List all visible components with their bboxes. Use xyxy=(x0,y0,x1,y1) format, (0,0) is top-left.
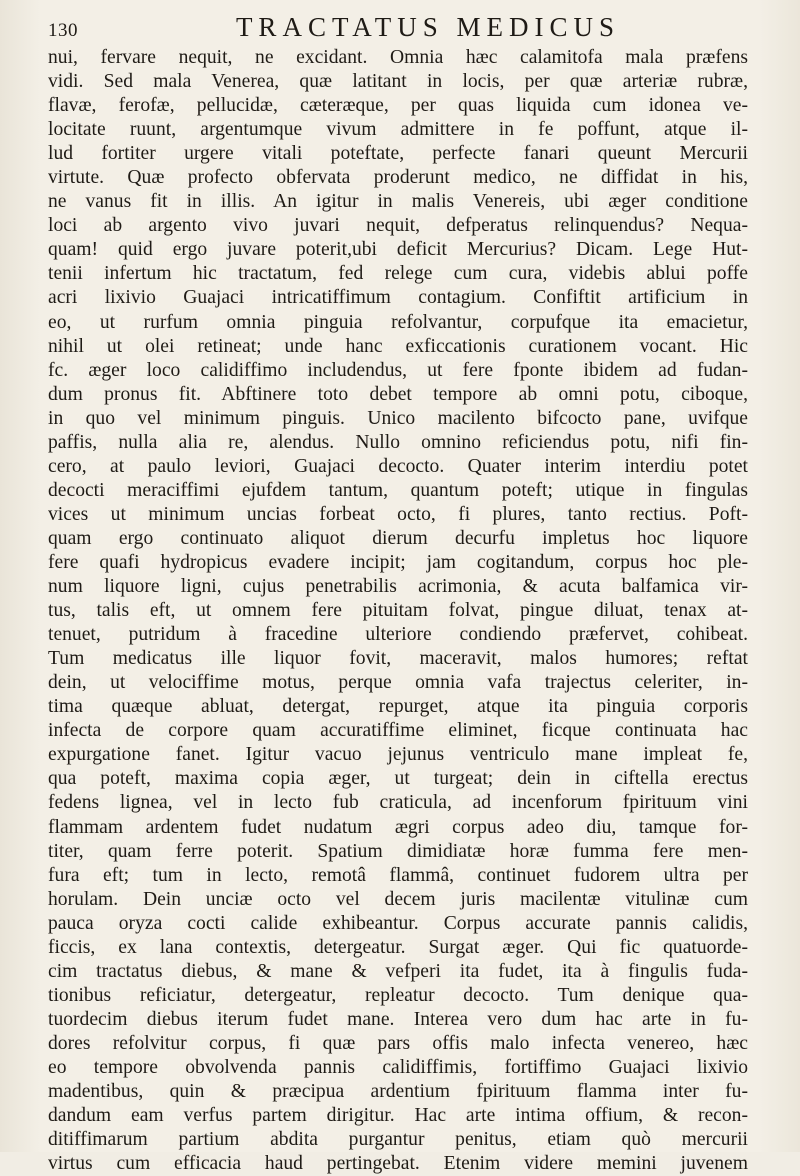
text-line: loci ab argento vivo juvari nequit, defperatus relinquendus? Nequa- xyxy=(48,215,748,237)
text-line: decocti meraciffimi ejufdem tantum, quantum poteft; utique in fingulas xyxy=(48,479,748,501)
running-title: TRACTATUS MEDICUS xyxy=(235,12,621,42)
body-text xyxy=(48,46,748,1176)
text-line: cero, at paulo leviori, Guajaci decocto. Quater interim interdiu potet xyxy=(48,455,748,477)
text-line: dein, ut velociffime motus, perque omnia vafa trajectus celeriter, in- xyxy=(48,672,748,694)
text-line: dores refolvitur corpus, fi quæ pars offis malo infecta venereo, hæc xyxy=(48,1032,748,1054)
text-line: expurgatione fanet. Igitur vacuo jejunus ventriculo mane impleat fe, xyxy=(48,744,748,766)
text-line: tus, talis eft, ut omnem fere pituitam folvat, pingue diluat, tenax at- xyxy=(48,600,748,622)
text-line: acri lixivio Guajaci intricatiffimum contagium. Confiftit artificium in xyxy=(48,287,748,309)
text-line: lud fortiter urgere vitali poteftate, perfecte fanari queunt Mercurii xyxy=(48,143,748,165)
page-number: 130 xyxy=(48,20,78,41)
text-line: tenuet, putridum à fracedine ulteriore condiendo præfervet, cohibeat. xyxy=(48,624,748,646)
text-line: infecta de corpore quam accuratiffime eliminet, ficque continuata hac xyxy=(48,720,748,742)
text-line: eo tempore obvolvenda pannis calidiffimis, fortiffimo Guajaci lixivio xyxy=(48,1056,748,1078)
text-line: vidi. Sed mala Venerea, quæ latitant in locis, per quæ arteriæ rubræ, xyxy=(48,71,748,93)
text-line: virtus cum efficacia haud pertingebat. Etenim videre memini juvenem xyxy=(48,1153,748,1175)
text-line: in quo vel minimum pinguis. Unico macilento bifcocto pane, uvifque xyxy=(48,407,748,429)
text-line: nihil ut olei retineat; unde hanc exficcationis curationem vocant. Hic xyxy=(48,335,748,357)
text-line: cim tractatus diebus, & mane & vefperi ita fudet, ita à fingulis fuda- xyxy=(48,960,748,982)
text-line: flavæ, ferofæ, pellucidæ, cæteræque, per quas liquida cum idonea ve- xyxy=(48,95,748,117)
text-line: quam ergo continuato aliquot dierum decurfu impletus hoc liquore xyxy=(48,527,748,549)
text-line: nui, fervare nequit, ne excidant. Omnia hæc calamitofa mala præfens xyxy=(48,47,748,68)
text-line: paffis, nulla alia re, alendus. Nullo omnino reficiendus potu, nifi fin- xyxy=(48,431,748,453)
text-line: locitate ruunt, argentumque vivum admittere in fe poffunt, atque il- xyxy=(48,119,748,141)
text-line: quam! quid ergo juvare poterit,ubi deficit Mercurius? Dicam. Lege Hut- xyxy=(48,239,748,261)
text-line: dum pronus fit. Abftinere toto debet tempore ab omni potu, ciboque, xyxy=(48,383,748,405)
text-line: tionibus reficiatur, detergeatur, repleatur decocto. Tum denique qua- xyxy=(48,984,748,1006)
text-line: titer, quam ferre poterit. Spatium dimidiatæ horæ fumma fere men- xyxy=(48,840,748,862)
text-line: madentibus, quin & præcipua ardentium fpirituum flamma inter fu- xyxy=(48,1081,748,1103)
text-line: fc. æger loco calidiffimo includendus, ut fere fponte ibidem ad fudan- xyxy=(48,359,748,381)
text-line: eo, ut rurfum omnia pinguia refolvantur, corpufque ita emacietur, xyxy=(48,311,748,333)
text-line: tuordecim diebus iterum fudet mane. Interea vero dum hac arte in fu- xyxy=(48,1008,748,1030)
text-line: tenii infertum hic tractatum, fed relege cum cura, videbis ablui poffe xyxy=(48,263,748,285)
text-line: fura eft; tum in lecto, remotâ flammâ, continuet fudorem ultra per xyxy=(48,864,748,886)
text-line: ne vanus fit in illis. An igitur in malis Venereis, ubi æger conditione xyxy=(48,191,748,213)
text-line: ficcis, ex lana contextis, detergeatur. Surgat æger. Qui fic quatuorde- xyxy=(48,936,748,958)
text-line: fere quafi hydropicus evadere incipit; jam cogitandum, corpus hoc ple- xyxy=(48,551,748,573)
text-line: Tum medicatus ille liquor fovit, maceravit, malos humores; reftat xyxy=(48,648,748,670)
text-line: vices ut minimum uncias forbeat octo, fi plures, tanto rectius. Poft- xyxy=(48,503,748,525)
text-line: virtute. Quæ profecto obfervata proderunt medico, ne diffidat in his, xyxy=(48,167,748,189)
text-line: tima quæque abluat, detergat, repurget, atque ita pinguia corporis xyxy=(48,696,748,718)
text-line: horulam. Dein unciæ octo vel decem juris macilentæ vitulinæ cum xyxy=(48,888,748,910)
text-line: fedens lignea, vel in lecto fub craticula, ad incenforum fpirituum vini xyxy=(48,792,748,814)
text-line: ditiffimarum partium abdita purgantur penitus, etiam quò mercurii xyxy=(48,1129,748,1151)
text-line: qua poteft, maxima copia æger, ut turgeat; dein in ciftella erectus xyxy=(48,768,748,790)
text-line: flammam ardentem fudet nudatum ægri corpus adeo diu, tamque for- xyxy=(48,816,748,838)
text-line: pauca oryza cocti calide exhibeantur. Corpus accurate pannis calidis, xyxy=(48,912,748,934)
text-line: dandum eam verfus partem dirigitur. Hac arte intima offium, & recon- xyxy=(48,1105,748,1127)
page-header xyxy=(48,12,748,46)
text-line: num liquore ligni, cujus penetrabilis acrimonia, & acuta balfamica vir- xyxy=(48,576,748,598)
